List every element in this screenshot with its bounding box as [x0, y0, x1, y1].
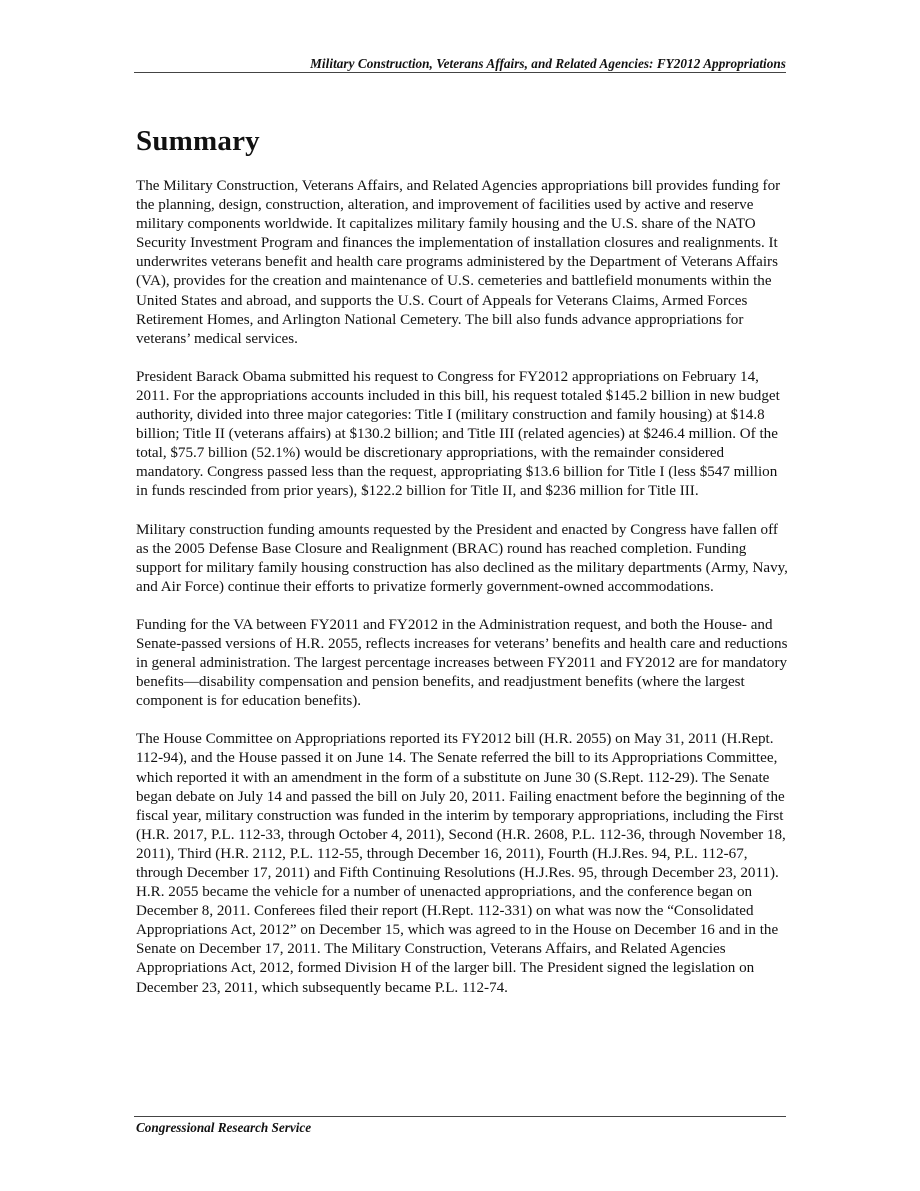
summary-paragraph-1: The Military Construction, Veterans Affairs, and Related Agencies appropriations bill provides funding for the planning, design, construction, alteration, and improvement of facilities used by active and reserve military components worldwide. It capitalizes military family housing and the U.S. share of the NATO Security Investment Program and finances the implementation of installation closures and realignments. It underwrites veterans benefit and health care programs administered by the Department of Veterans Affairs (VA), provides for the creation and maintenance of U.S. cemeteries and battlefield monuments within the United States and abroad, and supports the U.S. Court of Appeals for Veterans Claims, Armed Forces Retirement Homes, and Arlington National Cemetery. The bill also funds advance appropriations for veterans’ medical services.	[136, 178, 781, 347]
page-title: Summary	[136, 125, 260, 157]
summary-paragraph-2: President Barack Obama submitted his request to Congress for FY2012 appropriations on February 14, 2011. For the appropriations accounts included in this bill, his request totaled $145.2 billion in new budget authority, divided into three major categories: Title I (military construction and family housing) at $14.8 billion; Title II (veterans affairs) at $130.2 billion; and Title III (related agencies) at $246.4 million. Of the total, $75.7 billion (52.1%) would be discretionary appropriations, with the remainder considered mandatory. Congress passed less than the request, appropriating $13.6 billion for Title I (less $547 million in funds rescinded from prior years), $122.2 billion for Title II, and $236 million for Title III.	[136, 368, 780, 500]
header-divider	[134, 72, 786, 73]
summary-body	[136, 177, 788, 1017]
footer-divider	[134, 1116, 786, 1117]
running-header: Military Construction, Veterans Affairs, and Related Agencies: FY2012 Appropriations	[310, 56, 786, 71]
summary-paragraph-3: Military construction funding amounts requested by the President and enacted by Congress have fallen off as the 2005 Defense Base Closure and Realignment (BRAC) round has reached completion. Funding support for military family housing construction has also declined as the military departments (Army, Navy, and Air Force) continue their efforts to privatize formerly government-owned accommodations.	[136, 521, 788, 595]
summary-paragraph-4: Funding for the VA between FY2011 and FY2012 in the Administration request, and both the House- and Senate-passed versions of H.R. 2055, reflects increases for veterans’ benefits and health care and reductions in general administration. The largest percentage increases between FY2011 and FY2012 are for mandatory benefits—disability compensation and pension benefits, and readjustment benefits (where the largest component is for education benefits).	[136, 616, 788, 710]
running-footer: Congressional Research Service	[136, 1120, 312, 1135]
summary-paragraph-5: The House Committee on Appropriations reported its FY2012 bill (H.R. 2055) on May 31, 2011 (H.Rept. 112-94), and the House passed it on June 14. The Senate referred the bill to its Appropriations Committee, which reported it with an amendment in the form of a substitute on June 30 (S.Rept. 112-29). The Senate began debate on July 14 and passed the bill on July 20, 2011. Failing enactment before the beginning of the fiscal year, military construction was funded in the interim by temporary appropriations, including the First (H.R. 2017, P.L. 112-33, through October 4, 2011), Second (H.R. 2608, P.L. 112-36, through November 18, 2011), Third (H.R. 2112, P.L. 112-55, through December 16, 2011), Fourth (H.J.Res. 94, P.L. 112-67, through December 17, 2011) and Fifth Continuing Resolutions (H.J.Res. 95, through December 23, 2011). H.R. 2055 became the vehicle for a number of unenacted appropriations, and the conference began on December 8, 2011. Conferees filed their report (H.Rept. 112-331) on what was now the “Consolidated Appropriations Act, 2012” on December 15, which was agreed to in the House on December 16 and in the Senate on December 17, 2011. The Military Construction, Veterans Affairs, and Related Agencies Appropriations Act, 2012, formed Division H of the larger bill. The President signed the legislation on December 23, 2011, which subsequently became P.L. 112-74.	[136, 731, 786, 996]
